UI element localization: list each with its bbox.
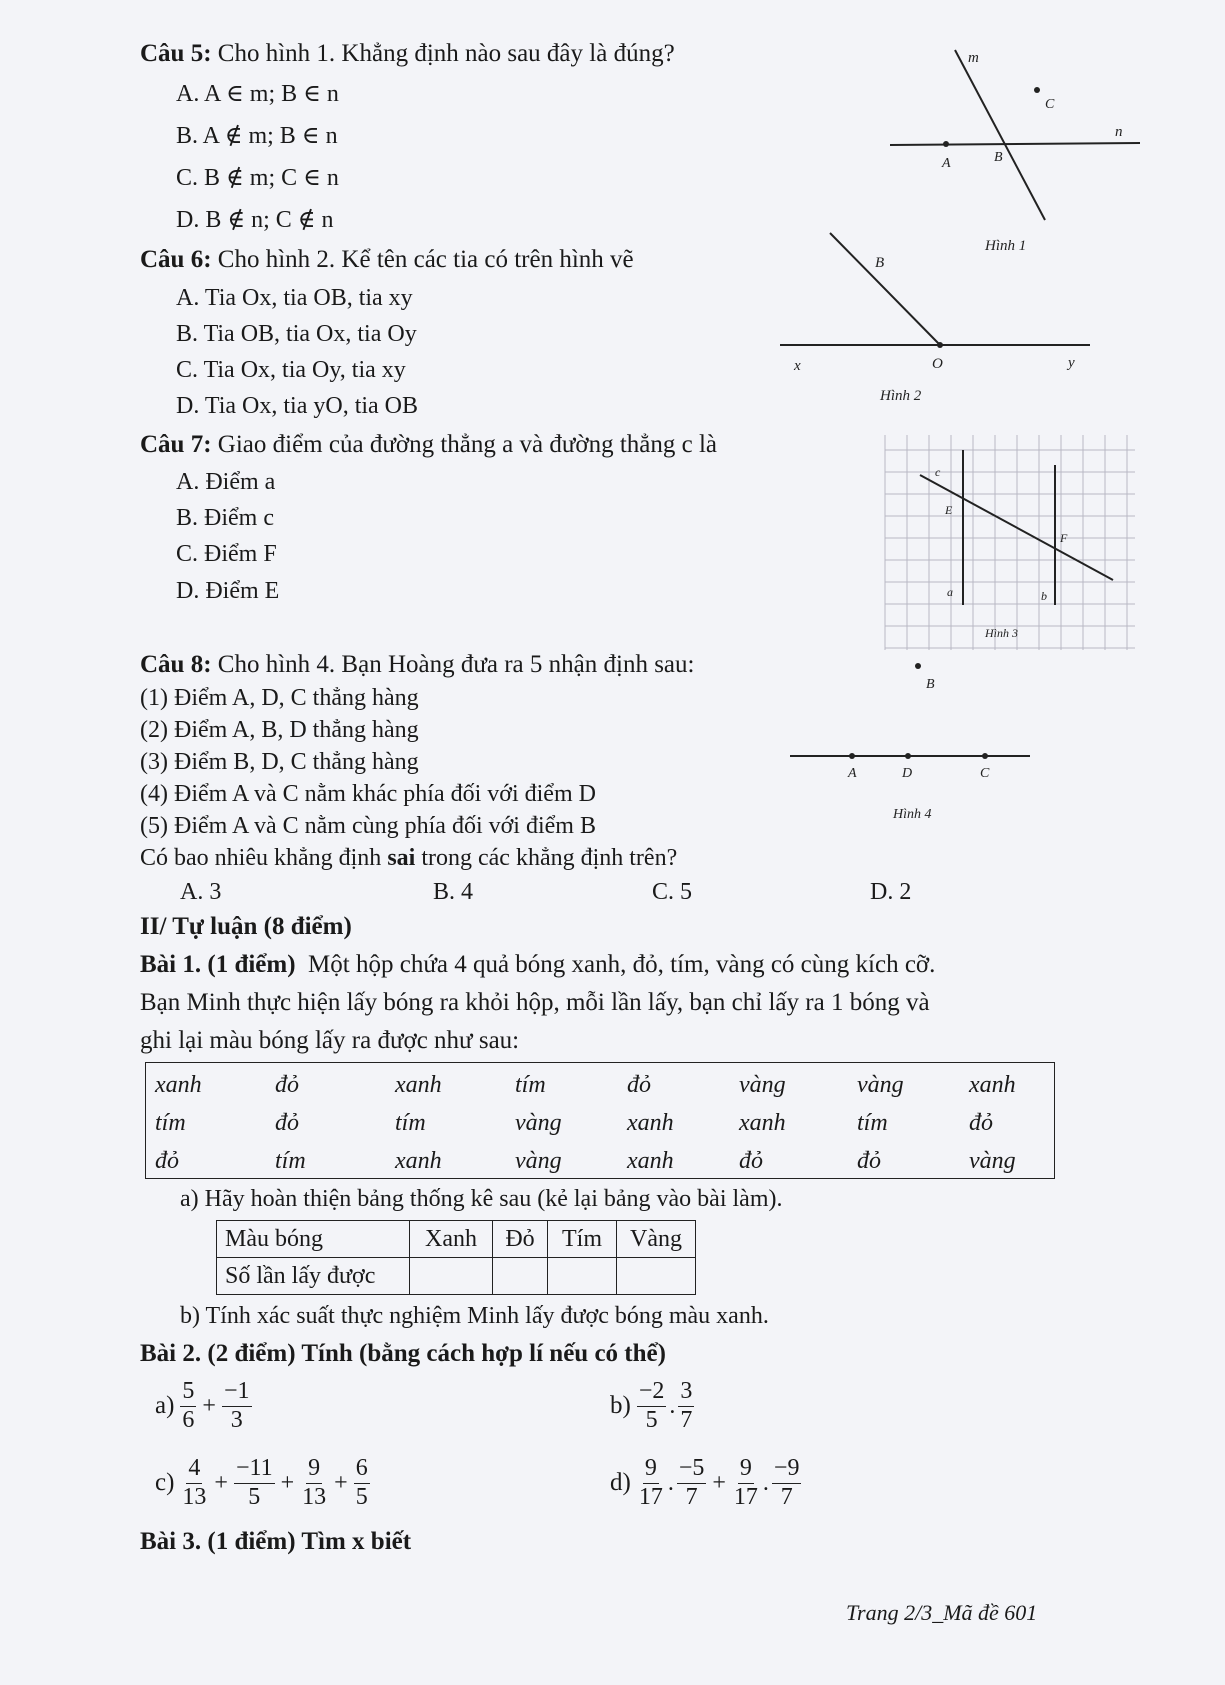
bai2-d-frac3: $\frac{9}{17}$ — [733, 1455, 758, 1510]
observation-cell: xanh — [739, 1109, 786, 1136]
fig1-label-b: B — [994, 150, 1003, 165]
bai1-title: Bài 1. (1 điểm) — [140, 951, 296, 978]
fig3-label-a: a — [947, 585, 953, 599]
q8-statement-5: (5) Điểm A và C nằm cùng phía đối với điểm B — [140, 813, 596, 839]
fig3-label-c: c — [935, 465, 941, 479]
bai2-c-frac2: $\frac{-11}{5}$ — [235, 1455, 273, 1510]
bai2-d-label: d) — [610, 1469, 631, 1497]
stat-header-xanh: Xanh — [410, 1221, 493, 1258]
q8-statement-4: (4) Điểm A và C nằm khác phía đối với điểm D — [140, 781, 596, 807]
q5-option-c: C. B ∉ m; C ∈ n — [176, 165, 339, 191]
stat-header-tim: Tím — [548, 1221, 617, 1258]
observation-cell: tím — [275, 1147, 306, 1174]
q8-statement-2: (2) Điểm A, B, D thẳng hàng — [140, 717, 419, 743]
bai1-line1 — [140, 951, 935, 979]
observation-cell: vàng — [515, 1109, 562, 1136]
fig1-label-c: C — [1045, 97, 1055, 112]
observation-cell: vàng — [739, 1071, 786, 1098]
observation-cell: xanh — [155, 1071, 202, 1098]
bai2-d-frac4: $\frac{-9}{7}$ — [773, 1455, 800, 1510]
bai2-c-frac1: $\frac{4}{13}$ — [182, 1455, 207, 1510]
observation-cell: tím — [515, 1071, 546, 1098]
q6-text: Cho hình 2. Kể tên các tia có trên hình vẽ — [217, 246, 634, 273]
fig1-label-n: n — [1115, 124, 1123, 140]
observation-cell: đỏ — [739, 1147, 763, 1174]
observation-cell: vàng — [515, 1147, 562, 1174]
bai2-expr-b: b) $\frac{-2}{5}$ . $\frac{3}{7}$ — [610, 1378, 693, 1433]
observation-table — [155, 1066, 1045, 1180]
fig4-label-c: C — [980, 766, 990, 781]
stat-row-label: Số lần lấy được — [217, 1258, 410, 1295]
figure-3 — [885, 430, 1145, 655]
fig4-label-d: D — [902, 766, 913, 781]
fig4-label-b: B — [926, 677, 935, 692]
bai2-a-frac1: $\frac{5}{6}$ — [182, 1378, 195, 1433]
q8-option-a: A. 3 — [180, 879, 222, 905]
observation-cell: đỏ — [275, 1109, 299, 1136]
bai2-expr-a: a) $\frac{5}{6}$ + $\frac{-1}{3}$ — [155, 1378, 250, 1433]
q6-option-c: C. Tia Ox, tia Oy, tia xy — [176, 357, 406, 383]
fig4-label-a: A — [848, 766, 857, 781]
bai1-text2: Bạn Minh thực hiện lấy bóng ra khỏi hộp, mỗi lần lấy, bạn chỉ lấy ra 1 bóng và — [140, 989, 930, 1016]
q6-option-a: A. Tia Ox, tia OB, tia xy — [176, 285, 413, 311]
observation-cell: tím — [857, 1109, 888, 1136]
q5-text: Cho hình 1. Khẳng định nào sau đây là đúng? — [217, 40, 675, 67]
q5-option-a: A. A ∈ m; B ∈ n — [176, 81, 339, 107]
fig1-label-a: A — [942, 156, 951, 171]
q7-option-c: C. Điểm F — [176, 541, 277, 567]
q8-option-b: B. 4 — [433, 879, 474, 905]
q5-heading — [140, 40, 675, 68]
observation-cell: đỏ — [969, 1109, 993, 1136]
observation-cell: đỏ — [857, 1147, 881, 1174]
q8-question-bold: sai — [387, 845, 416, 871]
bai2-b-frac2: $\frac{3}{7}$ — [680, 1378, 693, 1433]
observation-cell: đỏ — [275, 1071, 299, 1098]
q8-statement-1: (1) Điểm A, D, C thẳng hàng — [140, 685, 419, 711]
bai2-c-frac4: $\frac{6}{5}$ — [355, 1455, 368, 1510]
stat-cell-tim — [548, 1258, 617, 1295]
stat-cell-vang — [617, 1258, 696, 1295]
fig4-caption: Hình 4 — [893, 807, 932, 822]
statistics-table — [216, 1220, 696, 1295]
q6-heading — [140, 246, 634, 274]
observation-cell: đỏ — [155, 1147, 179, 1174]
stat-cell-xanh — [410, 1258, 493, 1295]
fig3-label-f: F — [1060, 531, 1068, 545]
q8-question-pre: Có bao nhiêu khẳng định — [140, 845, 388, 871]
observation-cell: xanh — [395, 1147, 442, 1174]
bai2-expr-c: c) $\frac{4}{13}$ + $\frac{-11}{5}$ + $\frac{9}{13}$ + $\frac{6}{5}$ — [155, 1455, 368, 1510]
stat-header-row — [217, 1221, 696, 1258]
q8-title: Câu 8: — [140, 651, 212, 678]
fig3-caption: Hình 3 — [985, 626, 1018, 640]
q6-title: Câu 6: — [140, 246, 212, 273]
observation-row — [155, 1142, 1045, 1180]
fig2-label-y: y — [1068, 355, 1075, 371]
q8-question — [140, 845, 677, 872]
q5-option-b: B. A ∉ m; B ∈ n — [176, 123, 338, 149]
q6-option-d: D. Tia Ox, tia yO, tia OB — [176, 393, 419, 419]
observation-row — [155, 1104, 1045, 1142]
fig2-label-x: x — [794, 358, 801, 374]
fig1-caption: Hình 1 — [985, 238, 1027, 254]
q8-question-post: trong các khẳng định trên? — [415, 845, 678, 871]
fig2-label-o: O — [932, 356, 943, 372]
bai2-title: Bài 2. (2 điểm) Tính (bằng cách hợp lí nếu có thể) — [140, 1340, 666, 1367]
observation-cell: xanh — [395, 1071, 442, 1098]
q8-option-c: C. 5 — [652, 879, 693, 905]
q5-option-d: D. B ∉ n; C ∉ n — [176, 207, 334, 233]
stat-cell-do — [493, 1258, 548, 1295]
bai2-a-frac2: $\frac{-1}{3}$ — [223, 1378, 250, 1433]
section-2-title: II/ Tự luận (8 điểm) — [140, 913, 352, 940]
q7-title: Câu 7: — [140, 431, 212, 458]
bai1-part-b: b) Tính xác suất thực nghiệm Minh lấy được bóng màu xanh. — [180, 1303, 769, 1329]
q8-heading — [140, 651, 694, 679]
q7-option-b: B. Điểm c — [176, 505, 274, 531]
stat-count-row — [217, 1258, 696, 1295]
q8-text: Cho hình 4. Bạn Hoàng đưa ra 5 nhận định sau: — [217, 651, 695, 678]
bai1-part-a: a) Hãy hoàn thiện bảng thống kê sau (kẻ lại bảng vào bài làm). — [180, 1186, 783, 1212]
bai2-b-label: b) — [610, 1392, 631, 1420]
figure-2 — [780, 225, 1100, 410]
observation-cell: xanh — [627, 1147, 674, 1174]
stat-header-vang: Vàng — [617, 1221, 696, 1258]
fig2-label-b: B — [875, 255, 885, 271]
bai2-d-frac1: $\frac{9}{17}$ — [638, 1455, 663, 1510]
bai2-d-frac2: $\frac{-5}{7}$ — [678, 1455, 705, 1510]
observation-cell: tím — [155, 1109, 186, 1136]
bai2-b-frac1: $\frac{-2}{5}$ — [638, 1378, 665, 1433]
bai2-expr-d: d) $\frac{9}{17}$ . $\frac{-5}{7}$ + $\frac{9}{17}$ . $\frac{-9}{7}$ — [610, 1455, 800, 1510]
observation-row — [155, 1066, 1045, 1104]
q6-option-b: B. Tia OB, tia Ox, tia Oy — [176, 321, 417, 347]
q5-title: Câu 5: — [140, 40, 212, 67]
q8-statement-3: (3) Điểm B, D, C thẳng hàng — [140, 749, 419, 775]
observation-cell: đỏ — [627, 1071, 651, 1098]
bai2-a-label: a) — [155, 1392, 175, 1420]
q7-option-a: A. Điểm a — [176, 469, 276, 495]
fig3-label-b: b — [1041, 589, 1047, 603]
bai2-c-label: c) — [155, 1469, 175, 1497]
bai1-text3: ghi lại màu bóng lấy ra được như sau: — [140, 1027, 520, 1054]
observation-cell: tím — [395, 1109, 426, 1136]
stat-header-do: Đỏ — [493, 1221, 548, 1258]
observation-cell: vàng — [857, 1071, 904, 1098]
fig3-label-e: E — [945, 503, 953, 517]
observation-cell: vàng — [969, 1147, 1016, 1174]
fig1-label-m: m — [968, 50, 979, 66]
figure-4 — [790, 655, 1040, 825]
observation-cell: xanh — [969, 1071, 1016, 1098]
bai2-c-frac3: $\frac{9}{13}$ — [302, 1455, 327, 1510]
observation-cell: xanh — [627, 1109, 674, 1136]
q8-option-d: D. 2 — [870, 879, 912, 905]
page-footer: Trang 2/3_Mã đề 601 — [846, 1600, 1038, 1625]
stat-header-label: Màu bóng — [217, 1221, 410, 1258]
q7-text: Giao điểm của đường thẳng a và đường thẳng c là — [217, 431, 718, 458]
bai3-title: Bài 3. (1 điểm) Tìm x biết — [140, 1528, 412, 1555]
fig2-caption: Hình 2 — [880, 388, 922, 404]
q7-heading — [140, 431, 717, 459]
bai1-text1: Một hộp chứa 4 quả bóng xanh, đỏ, tím, vàng có cùng kích cỡ. — [308, 951, 936, 978]
q7-option-d: D. Điểm E — [176, 578, 280, 604]
